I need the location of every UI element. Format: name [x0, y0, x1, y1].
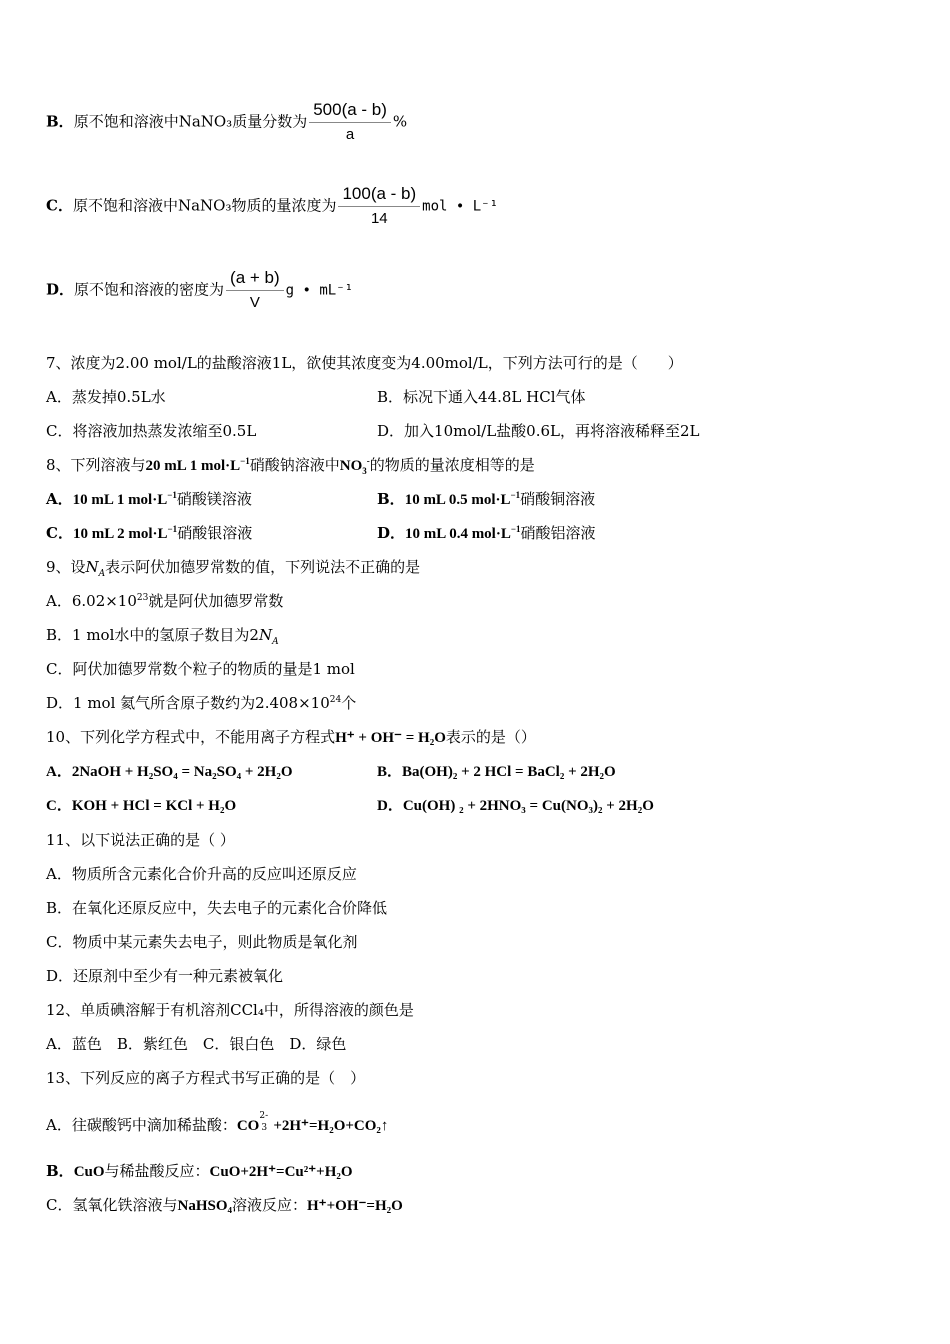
q8-option-c: C．10 mL 2 $mol\cdot L^{-1}$硝酸银溶液: [46, 524, 253, 542]
q11-option-b: B．在氧化还原反应中，失去电子的元素化合价降低: [46, 899, 388, 917]
q8-stem-sub: 3: [362, 466, 367, 476]
q6-option-c: [46, 184, 498, 229]
q8-stem-b: 20 mL 1 mol·L: [145, 458, 241, 474]
q7-options-ab: [46, 387, 586, 407]
q9-stem: 9、设$N_A$表示阿伏加德罗常数的值，下列说法不正确的是: [46, 558, 421, 579]
q6-c-label: C．: [46, 196, 73, 215]
q6-d-label: D．: [46, 280, 75, 299]
q8-stem-d: NO: [339, 458, 363, 474]
q6-b-denominator: a: [345, 126, 355, 143]
q8-stem-c: 硝酸钠溶液中: [249, 456, 340, 474]
q7-option-b: B．标况下通入44.8L HCl气体: [377, 388, 586, 406]
q8-stem-e: 的物质的量浓度相等的是: [369, 456, 535, 474]
q13-option-c: C．氢氧化铁溶液与NaHSO₄溶液反应：H⁺+OH⁻=H₂O: [46, 1196, 403, 1214]
q10-option-a: A．2NaOH + H₂SO₄ = Na₂SO₄ + 2H₂O: [46, 764, 293, 780]
q6-c-numerator: 100(a - b): [338, 184, 420, 207]
q6-d-text: 原不饱和溶液的密度为: [74, 280, 225, 299]
q7-option-d: D．加入10mol/L盐酸0.6L，再将溶液稀释至2L: [377, 422, 700, 440]
q8-option-d: D．10 mL 0.4 $mol\cdot L^{-1}$硝酸铝溶液: [377, 524, 596, 542]
q8-option-b: B．10 mL 0.5 $mol\cdot L^{-1}$硝酸铜溶液: [377, 490, 596, 508]
q11-stem: 11、以下说法正确的是（ ）: [46, 831, 235, 849]
q10-options-cd: [46, 796, 654, 816]
q6-c-unit: mol • L⁻¹: [422, 198, 499, 215]
q6-b-unit: %: [392, 112, 408, 131]
q6-option-d: [46, 268, 353, 313]
q11-option-d: D．还原剂中至少有一种元素被氧化: [46, 967, 284, 985]
q7-option-c: C．将溶液加热蒸发浓缩至0.5L: [46, 422, 257, 440]
q12-stem: 12、单质碘溶解于有机溶剂CCl₄中，所得溶液的颜色是: [46, 1001, 414, 1019]
q10-options-ab: [46, 762, 616, 782]
q8-stem-sup2: -: [366, 456, 370, 466]
q10-option-d: D．Cu(OH) ₂ + 2HNO₃ = Cu(NO₃)₂ + 2H₂O: [377, 798, 654, 814]
q11-option-a: A．物质所含元素化合价升高的反应叫还原反应: [46, 865, 357, 883]
q9-option-a: A．$6.02\times 10^{23}$就是阿伏加德罗常数: [46, 592, 284, 610]
q6-option-b: [46, 100, 407, 145]
q8-stem-a: 8、下列溶液与: [46, 456, 146, 474]
q10-stem: 10、下列化学方程式中，不能用离子方程式H⁺ + OH⁻ = H₂O表示的是（）: [46, 728, 536, 746]
q8-options-ab: [46, 489, 596, 510]
q9-option-d: D．1 mol 氦气所含原子数约为$2.408\times 10^{24}$个: [46, 694, 357, 712]
q6-b-numerator: 500(a - b): [309, 100, 391, 123]
q9-option-b: B．1 mol水中的氢原子数目为$2N_A$: [46, 626, 279, 647]
q8-option-a: A．10 mL 1 $mol\cdot L^{-1}$硝酸镁溶液: [46, 490, 252, 508]
q13-option-b: B．CuO与稀盐酸反应：CuO+2H⁺=Cu²⁺+H₂O: [46, 1162, 353, 1180]
q10-option-b: B．Ba(OH)₂ + 2 HCl = BaCl₂ + 2H₂O: [377, 764, 616, 780]
q12-options: A．蓝色 B．紫红色 C．银白色 D．绿色: [46, 1035, 347, 1053]
q13-stem: 13、下列反应的离子方程式书写正确的是（ ）: [46, 1069, 366, 1087]
q8-stem-sup: −1: [240, 456, 250, 466]
q6-d-numerator: (a + b): [226, 268, 284, 291]
q7-stem: 7、浓度为2.00 mol/L的盐酸溶液1L，欲使其浓度变为4.00mol/L，下列方法可行的是（ ）: [46, 354, 683, 372]
q8-options-cd: [46, 523, 596, 544]
q13-option-a: A．往碳酸钙中滴加稀盐酸：CO 2- 3 +2H⁺=H₂O+CO₂↑: [46, 1111, 389, 1134]
q9-option-c: C．阿伏加德罗常数个粒子的物质的量是1 mol: [46, 660, 355, 678]
q6-d-unit: g • mL⁻¹: [285, 282, 354, 299]
q6-b-text: 原不饱和溶液中NaNO₃质量分数为: [73, 112, 308, 131]
q10-ionic-equation: H⁺ + OH⁻ = H₂O: [335, 730, 446, 746]
q6-c-denominator: 14: [370, 210, 388, 227]
q6-b-label: B．: [46, 112, 74, 131]
q6-d-denominator: V: [249, 294, 260, 311]
q7-options-cd: [46, 421, 700, 441]
q8-stem: [46, 455, 535, 476]
q11-option-c: C．物质中某元素失去电子，则此物质是氧化剂: [46, 933, 358, 951]
q10-option-c: C．KOH + HCl = KCl + H₂O: [46, 798, 237, 814]
q6-d-fraction: [226, 268, 284, 313]
q6-b-fraction: [309, 100, 391, 145]
q6-c-text: 原不饱和溶液中NaNO₃物质的量浓度为: [72, 196, 337, 215]
q7-option-a: A．蒸发掉0.5L水: [46, 388, 166, 406]
q6-c-fraction: [338, 184, 420, 229]
